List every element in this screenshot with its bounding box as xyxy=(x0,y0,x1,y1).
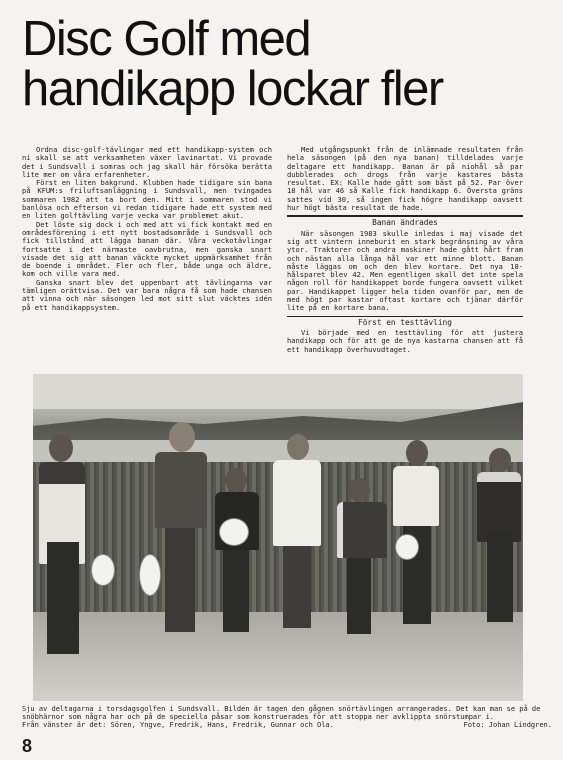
photo-sky xyxy=(33,374,523,409)
right-column xyxy=(287,146,523,354)
caption-names: Från vänster är det: Sören, Yngve, Fredrik, Hans, Fredrik, Gunnar och Ola. xyxy=(22,721,334,730)
group-photo xyxy=(33,374,523,701)
left-column xyxy=(22,146,272,312)
article-headline xyxy=(22,14,552,114)
photo-caption xyxy=(22,705,552,730)
section-heading: Banan ändrades xyxy=(287,215,523,227)
disc xyxy=(91,554,115,586)
disc xyxy=(139,554,161,596)
body-paragraph: Ordna disc-golf-tävlingar med ett handikapp-system och ni skall se att verksamheten växer lavinartat. Vi provade det i Sundsvall i somras och jag skall här försöka berätta lite mer om våra erfarenheter. xyxy=(22,145,272,179)
person-figure xyxy=(269,434,327,634)
section-heading: Först en testtävling xyxy=(287,316,523,327)
body-paragraph: Vi började med en testtävling för att justera handikapp och för att ge de nya kastarna chansen att få ett handikapp överhuvudtaget. xyxy=(287,327,523,354)
photo-credit: Foto: Johan Lindgren. xyxy=(463,721,552,730)
body-paragraph: Först en liten bakgrund. Klubben hade tidigare sin bana på KFUM:s friluftsanläggning i Sundsvall, men tvingades sommaren 1982 att ta bort den. Mitt i sommaren stod vi banlösa och efterson vi redan tidigare hade ett system med en liten golftävling varje vecka var problemet akut. xyxy=(22,178,272,221)
person-figure xyxy=(391,440,443,630)
person-figure xyxy=(211,468,265,638)
person-figure xyxy=(475,448,523,628)
headline-line-1: Disc Golf med xyxy=(22,12,311,66)
person-figure xyxy=(151,422,213,642)
disc xyxy=(395,534,419,560)
page-number: 8 xyxy=(22,736,33,756)
body-paragraph: När säsongen 1983 skulle inledas i maj visade det sig att vintern inneburit en stark begränsning av våra ytor. Traktorer och andra maskiner hade gått hårt fram och nästan alla långa hål var ett minne blott. Banan måste läggas om och den blev kortare. Det nya 18-hålsparet blev 42. Men egentligen skall det inte spela någon roll för handikappet borde fungera oavsett vilket par. Handikappet ligger hela tiden ovanför par, men de med högt par kastar oftast kortare och tjänar därför lite på en kortare bana. xyxy=(287,228,523,313)
person-figure xyxy=(35,434,95,674)
caption-text: Sju av deltagarna i torsdagsgolfen i Sundsvall. Bilden är tagen den gågnen snörtävlingen arrangerades. Det kan man se på de snöbhärnor som några har och på de speciella påsar som konstruerades för att stoppa ner avklippta snörstumpar i. xyxy=(22,705,541,722)
body-paragraph: Ganska snart blev det uppenbart att tävlingarna var tämligen orättvisa. Det var bara några få som hade chansen att vinna och när säsongen led mot sitt slut väcktes idén på ett handikappsystem. xyxy=(22,277,272,312)
headline-line-2: handikapp lockar fler xyxy=(22,62,443,116)
person-figure xyxy=(335,478,385,638)
disc xyxy=(219,518,249,546)
body-paragraph: Det löste sig dock i och med att vi fick kontakt med en områdesförening i ett nytt bostadsområde i Sundsvall och fick tillstånd att lägga banan där. Våra veckotävlingar fortsatte i det närmaste oavbrutna, men ganska snart visade det sig att banan väckte mycket uppmärksamhet från de boende i området. Fler och fler, både unga och äldre, kom och ville vara med. xyxy=(22,219,272,279)
body-paragraph: Med utgångspunkt från de inlämnade resultaten från hela säsongen (på den nya banan) tilldelades varje deltagare ett handikapp. Banan är på niohål så par dubblerades och drogs från varje kastares bästa resultat. EX: Kalle hade gått som bäst på 52. Par över 18 hål var 46 så Kalle fick handikapp 6. Översta gräns sattes vid 30, så ingen fick högre handikapp oavsett hur högt bästa resultat de hade. xyxy=(287,145,523,213)
